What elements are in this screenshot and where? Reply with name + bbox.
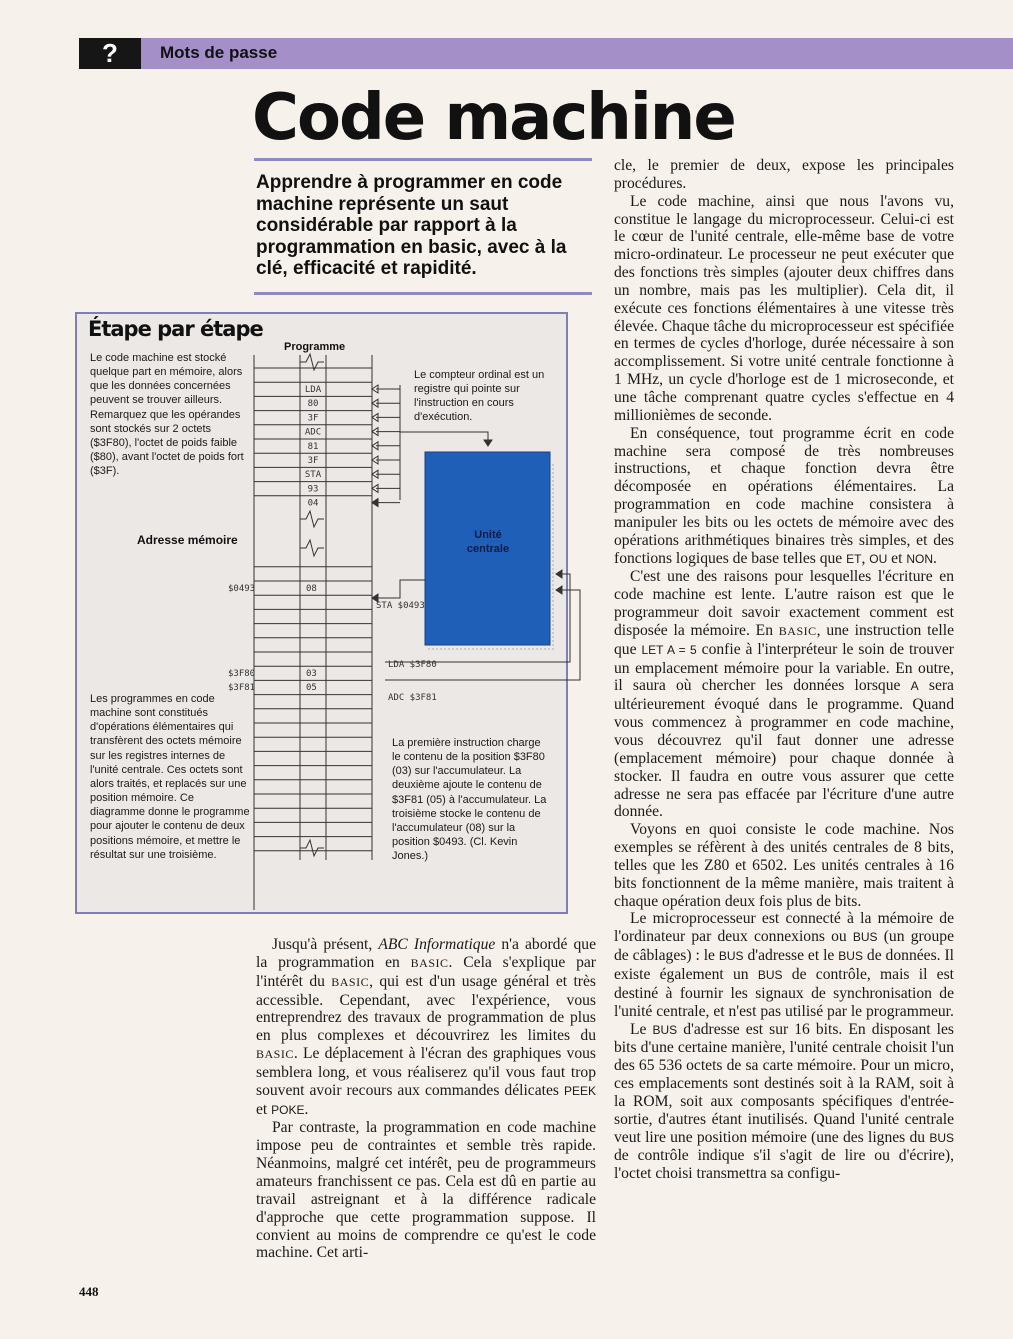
peek-command: PEEK [563,1083,596,1098]
p1d: , qui est d'un usage général et très accessible. Cependant, avec l'expérience, vous entreprendrez des travaux de programmation de plus en plus complexes et découvrirez les limites du [256,972,596,1045]
right-column [614,157,954,1183]
et-word: et [256,1100,272,1118]
program-cell: ADC [304,427,322,438]
program-cell: STA [304,470,322,481]
paragraph-2: Par contraste, la programmation en code machine impose peu de contraintes et semble très rapide. Néanmoins, malgré cet intérêt, peu de programmeurs amateurs franchissent ce pas. Cela est dû en partie au travail astreignant et à la différence radicale d'approche que cette programmation suppose. Il convient au moins de comprendre ce qu'est le code machine. Cet arti- [256,1119,596,1262]
addr-3f81: $3F81 [228,683,256,693]
memory-address-label: Adresse mémoire [137,533,238,547]
break-mark [300,540,324,556]
intro-lead: Apprendre à programmer en code machine représente un saut considérable par rapport à la programmation en basic, avec à la clé, efficacité et rapidité. [256,172,567,279]
r4c: confie à l'interpréteur le soin de trouver un emplacement mémoire pour la variable. En outre, il saura où chercher les données lorsque [614,640,954,695]
lda-label: LDA $3F80 [388,660,437,670]
page-number: 448 [79,1284,99,1299]
program-cell: 04 [307,498,319,509]
section-title: Mots de passe [160,43,278,62]
arrow-head [372,499,378,507]
cell-0493: 08 [306,584,317,594]
addr-3f80: $3F80 [228,669,256,679]
caption-counter: Le compteur ordinal est un registre qui pointe sur l'instruction en cours d'exécution. [414,369,545,424]
r3a: En conséquence, tout programme écrit en code machine sera composé de très nombreuses instructions, et chaque fonction devra être décomposée en opérations élémentaires. La programmation en code machine consistera à manipuler les bits ou les octets de mémoire avec des opérations arithmétiques binaires très simples, et des fonctions logiques de base telles que [614,424,954,567]
r4b: , une instruction telle que [614,621,954,658]
program-cell: 81 [307,441,319,452]
cpu-label-1: Unité [474,529,502,541]
bus-word: BUS [852,930,878,945]
break-mark [300,840,324,856]
let-statement: LET A = 5 [641,642,697,657]
r7a: Le [630,1020,653,1038]
p1f: . [304,1100,309,1118]
program-cell: LDA [304,385,322,395]
dot: . [933,549,937,567]
r4a: C'est une des raisons pour lesquelles l'écriture en code machine est lente. L'autre raison est que le programmeur doit savoir exactement comment est disposée la mémoire. En [614,568,954,639]
cell-3f80: 03 [306,669,317,679]
basic-word: BASIC [331,974,370,989]
basic-word: BASIC [410,955,449,970]
paragraph-r2: Le code machine, ainsi que nous l'avons vu, constitue le langage du microprocesseur. Celui-ci est le cœur de l'unité centrale, elle-même base de votre micro-ordinateur. Le processeur ne peut exécuter que des fonctions très simples (ajouter deux chiffres dans un nombre, mais pas les multiplier). Cela dit, il exécute ces fonctions élémentaires à une vitesse très élevée. Chaque tâche du microprocesseur est spécifiée en termes de cycles d'horloge, durée nécessaire à son accomplissement. Si votre unité centrale fonctionne à 1 MHz, un cycle d'horloge est de 1 microseconde, et une tâche comprenant quatre cycles s'effectue en 4 millionièmes de seconde. [614,192,954,424]
et-word: et [887,549,907,567]
bus-word: BUS [718,949,744,964]
r6a: Le microprocesseur est connecté à la mémoire de l'ordinateur par deux connexions ou [614,910,954,946]
program-cell: 3F [307,413,319,424]
ou-op: OU [869,551,888,566]
page-title: Code machine [252,81,735,155]
photo-credit: (Cl. Kevin Jones.) [392,836,518,863]
question-mark-icon: ? [79,38,141,69]
paragraph-r5: Voyons en quoi consiste le code machine. Nos exemples se réfèrent à des unités centrales de 8 bits, telles que les Z80 et 6502. Les unités centrales à 16 bits fonctionnent de la même manière, mais traitent à chaque opération deux fois plus de bits. [614,821,954,910]
break-mark [300,511,324,527]
poke-command: POKE [271,1102,305,1117]
r6d: de données. Il existe également un [614,947,955,983]
p1b: n'a abordé que la programmation en [256,936,596,971]
et-op: ET [846,551,862,566]
bus-word: BUS [838,949,863,964]
r6e: de contrôle, mais il est destiné à fournir les signaux de synchronisation de l'unité centrale, et n'est pas utilisé par le programmeur. [614,965,954,1020]
program-cell: 80 [307,399,319,410]
non-op: NON [906,551,933,566]
p1a: Jusqu'à présent, [272,936,379,953]
bus-word: BUS [757,967,783,982]
cpu-label-2: centrale [466,543,510,555]
sidebar-title: Étape par étape [88,317,263,341]
paragraph-r1: cle, le premier de deux, expose les principales procédures. [614,157,954,192]
bus-word: BUS [652,1022,678,1037]
p1c: . Cela s'explique par l'intérêt du [256,953,596,990]
cell-3f81: 05 [306,683,317,693]
bus-word: BUS [929,1130,954,1145]
comma: , [861,549,870,567]
caption-top: Le code machine est stocké quelque part en mémoire, alors que les données concernées peuvent se trouver ailleurs. Remarquez que les opérandes sont stockés sur 2 octets ($3F80), l'octet de poids faible ($80), avant l'octet de poids fort ($3F). [90,352,244,478]
program-cell: 3F [307,456,319,466]
sta-label: STA $0493 [376,601,425,611]
r7b: d'adresse est sur 16 bits. En disposant les bits d'une certaine manière, l'unité centrale choisit l'un des 65 536 octets de sa carte mémoire. Pour un micro, ces emplacements sont destinés soit à la RAM, soit à la ROM, soit aux composants spécifiques d'entrée-sortie, d'autres étant inutilisés. Quand l'unité centrale veut lire une position mémoire (une des lignes du [614,1020,954,1146]
adc-label: ADC $3F81 [388,693,437,703]
r7c: de contrôle indique s'il s'agit de lire ou d'écrire), l'octet choisi transmettra sa configu- [614,1147,954,1183]
basic-word: BASIC [778,623,817,638]
magazine-name: ABC Informatique [378,936,496,953]
r4d: sera ultérieurement évoqué dans le programme. Quand vous commencez à programmer en code machine, vous découvrez qu'il faut donner une adresse (emplacement mémoire) pour chaque donnée à stocker. Il faudra en outre vous assurer que cette adresse ne sera pas effacée par l'écriture d'une autre donnée. [614,677,954,821]
r6c: d'adresse et le [743,947,839,965]
p1e: . Le déplacement à l'écran des graphiques vous semblera long, et vous réaliserez qu'il vous faut trop souvent avoir recours aux commandes délicates [256,1045,596,1099]
r6b: (un groupe de câblages) : le [614,928,954,965]
left-column [256,936,596,1262]
program-cell: 93 [307,484,319,495]
caption-explain-text: La première instruction charge le contenu de la position $3F80 (03) sur l'accumulateur. La deuxième ajoute le contenu de $3F81 (05) à l'accumulateur. La troisième stocke le contenu de l'accumulateur (08) sur la position $0493. [392,737,547,849]
program-label: Programme [284,341,346,353]
variable-a: A [910,679,919,694]
caption-bottom: Les programmes en code machine sont constitués d'opérations élémentaires qui transfèrent des octets mémoire sur les registres internes de l'unité centrale. Ces octets sont alors traités, et replacés sur une position mémoire. Ce diagramme donne le programme pour ajouter le contenu de deux positions mémoire, et mettre le résultat sur une troisième. [90,693,250,861]
basic-word: BASIC [256,1047,294,1062]
addr-0493: $0493 [228,584,256,594]
